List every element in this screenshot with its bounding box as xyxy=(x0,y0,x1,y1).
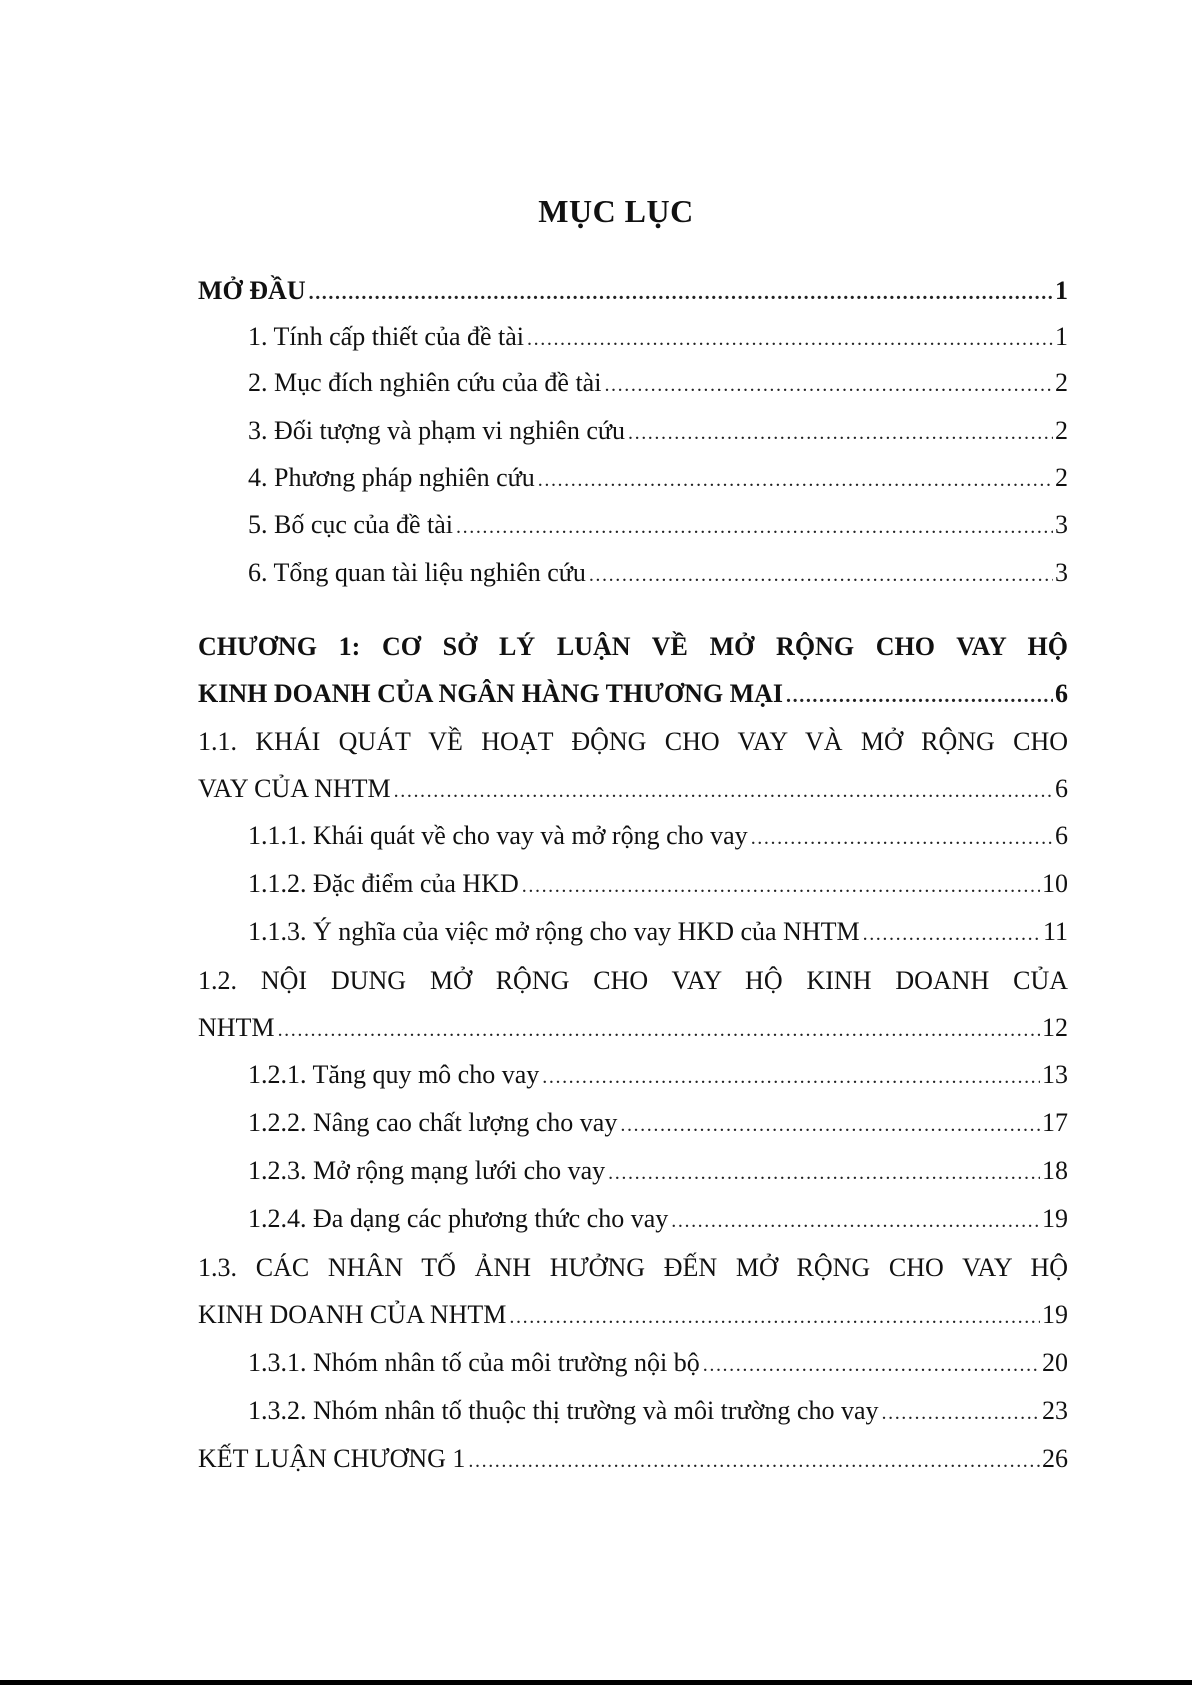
toc-entry-page: 26 xyxy=(1042,1444,1068,1473)
toc-entry-page: 19 xyxy=(1042,1204,1068,1233)
bottom-border xyxy=(0,1680,1192,1685)
dot-leader xyxy=(863,923,1041,946)
dot-leader xyxy=(608,1162,1040,1185)
toc-entry-page: 18 xyxy=(1042,1156,1068,1185)
toc-entry xyxy=(198,510,1068,550)
toc-entry-page: 20 xyxy=(1042,1348,1068,1377)
toc-entry-page: 10 xyxy=(1042,869,1068,898)
toc-entry-text: 1.1.1. Khái quát về cho vay và mở rộng cho vay xyxy=(248,821,748,850)
toc-entry xyxy=(198,869,1068,909)
dot-leader xyxy=(522,875,1040,898)
toc-section-heading-line1: 1.1. KHÁI QUÁT VỀ HOẠT ĐỘNG CHO VAY VÀ MỞ RỘNG CHO xyxy=(198,727,1068,756)
toc-entry-page: 12 xyxy=(1042,1013,1068,1042)
toc-entry xyxy=(198,1108,1068,1148)
toc-entry-page: 2 xyxy=(1055,368,1068,397)
toc-entry-text: MỞ ĐẦU xyxy=(198,276,306,305)
toc-entry-text: VAY CỦA NHTM xyxy=(198,774,391,803)
toc-entry-text: KẾT LUẬN CHƯƠNG 1 xyxy=(198,1444,466,1473)
toc-entry-text: 1. Tính cấp thiết của đề tài xyxy=(248,322,525,351)
dot-leader xyxy=(620,1114,1040,1137)
toc-entry-page: 6 xyxy=(1055,821,1068,850)
dot-leader xyxy=(628,422,1053,445)
toc-entry-text: NHTM xyxy=(198,1013,275,1042)
toc-entry xyxy=(198,917,1068,957)
dot-leader xyxy=(671,1210,1040,1233)
toc-entry-page: 19 xyxy=(1042,1300,1068,1329)
toc-section-heading xyxy=(198,1300,1068,1340)
dot-leader xyxy=(703,1354,1040,1377)
dot-leader xyxy=(589,564,1053,587)
toc-entry-text: 4. Phương pháp nghiên cứu xyxy=(248,463,535,492)
toc-entry-text: 1.3.2. Nhóm nhân tố thuộc thị trường và môi trường cho vay xyxy=(248,1396,879,1425)
toc-section-heading-line1: 1.3. CÁC NHÂN TỐ ẢNH HƯỞNG ĐẾN MỞ RỘNG CHO VAY HỘ xyxy=(198,1253,1068,1282)
toc-entry-page: 17 xyxy=(1042,1108,1068,1137)
dot-leader xyxy=(751,827,1053,850)
toc-entry xyxy=(198,1348,1068,1388)
toc-entry-page: 11 xyxy=(1042,917,1068,946)
toc-entry-page: 2 xyxy=(1055,416,1068,445)
dot-leader xyxy=(542,1066,1040,1089)
toc-entry-text: 1.2.2. Nâng cao chất lượng cho vay xyxy=(248,1108,618,1137)
toc-entry-text: 1.2.1. Tăng quy mô cho vay xyxy=(248,1060,540,1089)
toc-entry-page: 13 xyxy=(1042,1060,1068,1089)
dot-leader xyxy=(604,374,1053,397)
toc-entry-page: 2 xyxy=(1055,463,1068,492)
toc-entry-page: 3 xyxy=(1055,510,1068,539)
dot-leader xyxy=(456,516,1053,539)
dot-leader xyxy=(538,469,1053,492)
toc-entry-page: 1 xyxy=(1055,322,1068,351)
page-title: MỤC LỤC xyxy=(538,193,694,229)
toc-entry-text: 1.2.3. Mở rộng mạng lưới cho vay xyxy=(248,1156,606,1185)
dot-leader xyxy=(394,780,1053,803)
toc-entry-text: 5. Bố cục của đề tài xyxy=(248,510,454,539)
toc-entry xyxy=(198,1156,1068,1196)
toc-entry xyxy=(198,558,1068,598)
toc-entry-page: 1 xyxy=(1055,276,1068,305)
toc-entry-text: KINH DOANH CỦA NHTM xyxy=(198,1300,507,1329)
toc-section-heading-line1: 1.2. NỘI DUNG MỞ RỘNG CHO VAY HỘ KINH DOANH CỦA xyxy=(198,966,1068,995)
toc-entry-text: KINH DOANH CỦA NGÂN HÀNG THƯƠNG MẠI xyxy=(198,679,784,708)
toc-entry xyxy=(198,463,1068,503)
toc-entry-page: 3 xyxy=(1055,558,1068,587)
toc-chapter-heading xyxy=(198,679,1068,719)
dot-leader xyxy=(309,282,1053,305)
toc-entry-text: 1.1.2. Đặc điểm của HKD xyxy=(248,869,519,898)
toc-entry xyxy=(198,1204,1068,1244)
toc-entry-ket-luan xyxy=(198,1444,1068,1484)
toc-section-heading xyxy=(198,774,1068,814)
toc-entry-mo-dau xyxy=(198,276,1068,316)
toc-entry xyxy=(198,368,1068,408)
toc-entry-text: 3. Đối tượng và phạm vi nghiên cứu xyxy=(248,416,625,445)
toc-entry xyxy=(198,1060,1068,1100)
toc-entry-text: 1.2.4. Đa dạng các phương thức cho vay xyxy=(248,1204,669,1233)
toc-entry-text: 1.1.3. Ý nghĩa của việc mở rộng cho vay HKD của NHTM xyxy=(248,917,860,946)
toc-entry-page: 6 xyxy=(1055,679,1068,708)
toc-entry-page: 6 xyxy=(1055,774,1068,803)
toc-entry-text: 2. Mục đích nghiên cứu của đề tài xyxy=(248,368,602,397)
dot-leader xyxy=(509,1306,1040,1329)
dot-leader xyxy=(786,685,1053,708)
toc-chapter-heading-line1: CHƯƠNG 1: CƠ SỞ LÝ LUẬN VỀ MỞ RỘNG CHO VAY HỘ xyxy=(198,632,1068,661)
dot-leader xyxy=(882,1402,1041,1425)
dot-leader xyxy=(468,1450,1040,1473)
toc-entry xyxy=(198,416,1068,456)
toc-entry xyxy=(198,1396,1068,1436)
toc-section-heading xyxy=(198,1013,1068,1053)
toc-entry-text: 1.3.1. Nhóm nhân tố của môi trường nội bộ xyxy=(248,1348,700,1377)
toc-entry-page: 23 xyxy=(1042,1396,1068,1425)
dot-leader xyxy=(278,1019,1040,1042)
dot-leader xyxy=(527,328,1053,351)
toc-entry-text: 6. Tổng quan tài liệu nghiên cứu xyxy=(248,558,586,587)
toc-entry xyxy=(198,821,1068,861)
toc-entry xyxy=(198,322,1068,362)
